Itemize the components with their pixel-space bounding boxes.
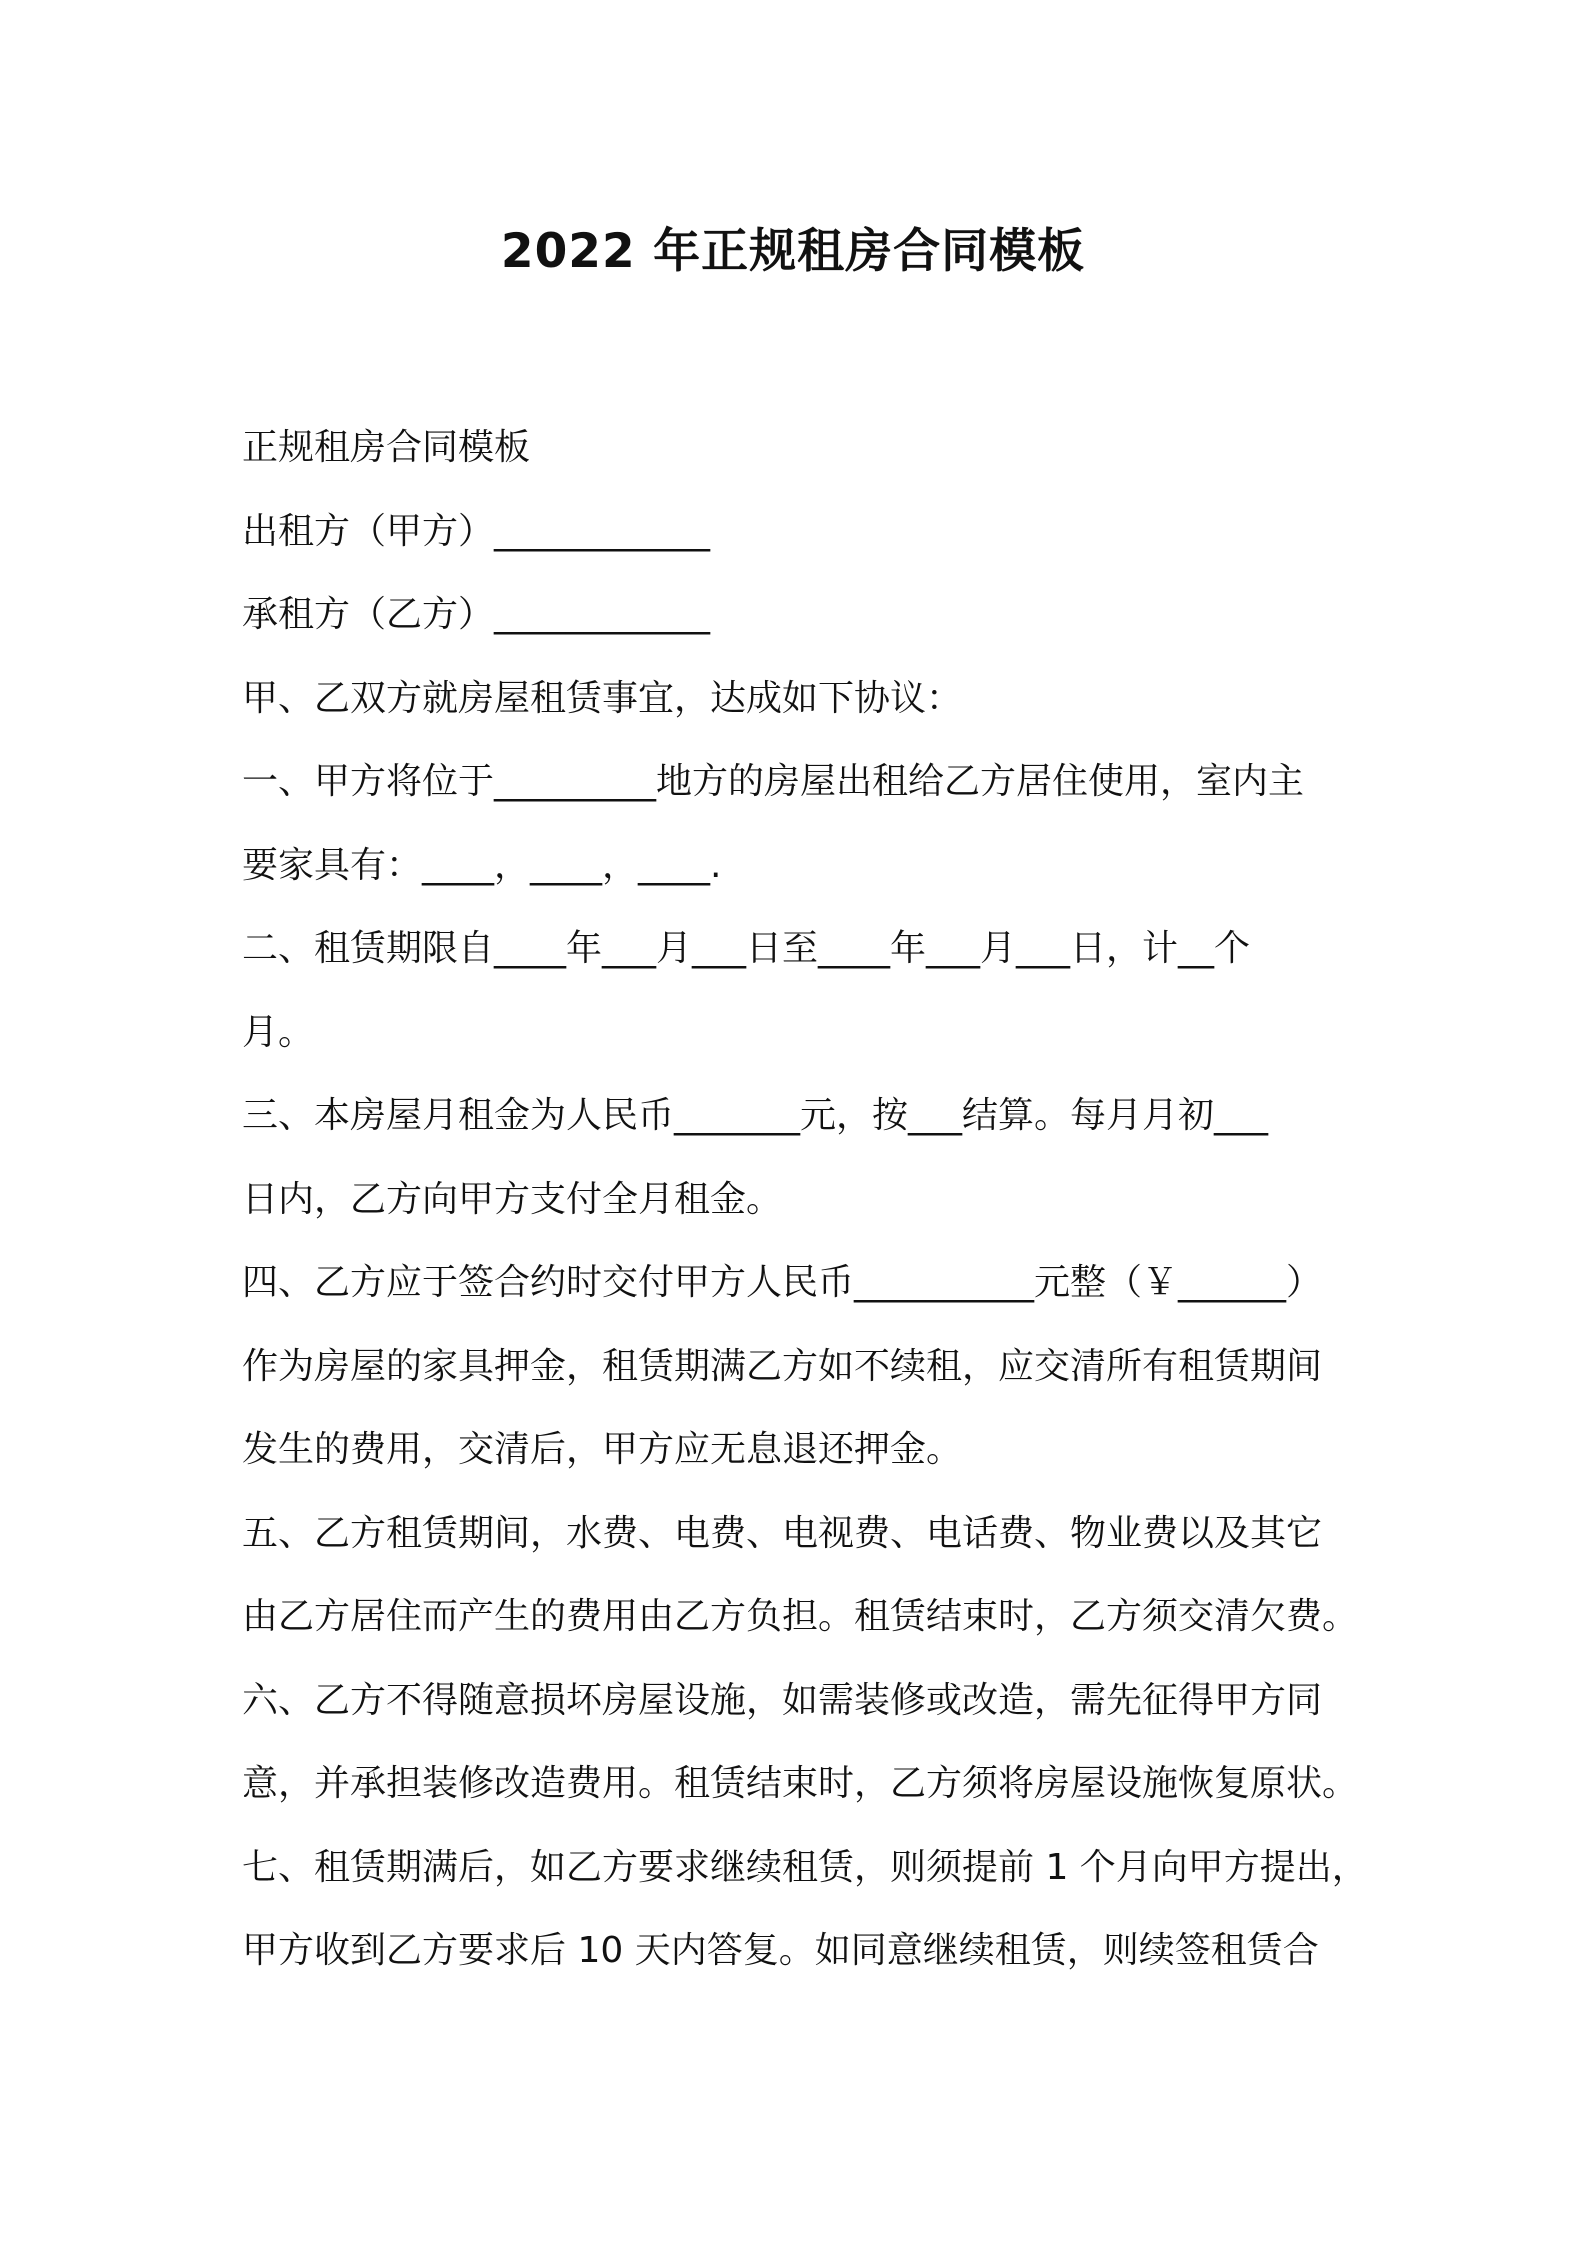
clause-2-line: 月。 — [242, 1011, 315, 1053]
clause-7-line: 甲方收到乙方要求后 10 天内答复。如同意继续租赁，则续签租赁合 — [242, 1930, 1319, 1971]
clause-3-line: 日内，乙方向甲方支付全月租金。 — [242, 1178, 783, 1220]
clause-6-line: 意，并承担装修改造费用。租赁结束时，乙方须将房屋设施恢复原状。 — [242, 1763, 1359, 1804]
clause-5-line: 五、乙方租赁期间，水费、电费、电视费、电话费、物业费以及其它 — [242, 1512, 1323, 1554]
clause-3-line: 三、本房屋月租金为人民币_______元，按___结算。每月月初___ — [242, 1095, 1269, 1136]
clause-4-line: 发生的费用，交清后，甲方应无息退还押金。 — [242, 1429, 963, 1470]
clause-4-line: 四、乙方应于签合约时交付甲方人民币__________元整（￥______） — [242, 1262, 1323, 1303]
agreement-intro-line: 甲、乙双方就房屋租赁事宜，达成如下协议： — [242, 677, 963, 719]
subtitle-line: 正规租房合同模板 — [242, 427, 531, 468]
clause-4-line: 作为房屋的家具押金，租赁期满乙方如不续租，应交清所有租赁期间 — [242, 1345, 1323, 1387]
clause-7-line: 七、租赁期满后，如乙方要求继续租赁，则须提前 1 个月向甲方提出， — [242, 1846, 1368, 1888]
document-title: 2022 年正规租房合同模板 — [500, 224, 1086, 279]
clause-1-line: 要家具有：____，____，____. — [242, 844, 722, 886]
clause-1-line: 一、甲方将位于_________地方的房屋出租给乙方居住使用，室内主 — [242, 761, 1305, 802]
clause-6-line: 六、乙方不得随意损坏房屋设施，如需装修或改造，需先征得甲方同 — [242, 1679, 1323, 1721]
clause-5-line: 由乙方居住而产生的费用由乙方负担。租赁结束时，乙方须交清欠费。 — [242, 1596, 1359, 1637]
lessee-line: 承租方（乙方）____________ — [242, 594, 711, 635]
lessor-line: 出租方（甲方）____________ — [242, 510, 711, 552]
document-body — [242, 406, 1368, 1993]
clause-2-line: 二、租赁期限自____年___月___日至____年___月___日，计__个 — [242, 928, 1251, 969]
